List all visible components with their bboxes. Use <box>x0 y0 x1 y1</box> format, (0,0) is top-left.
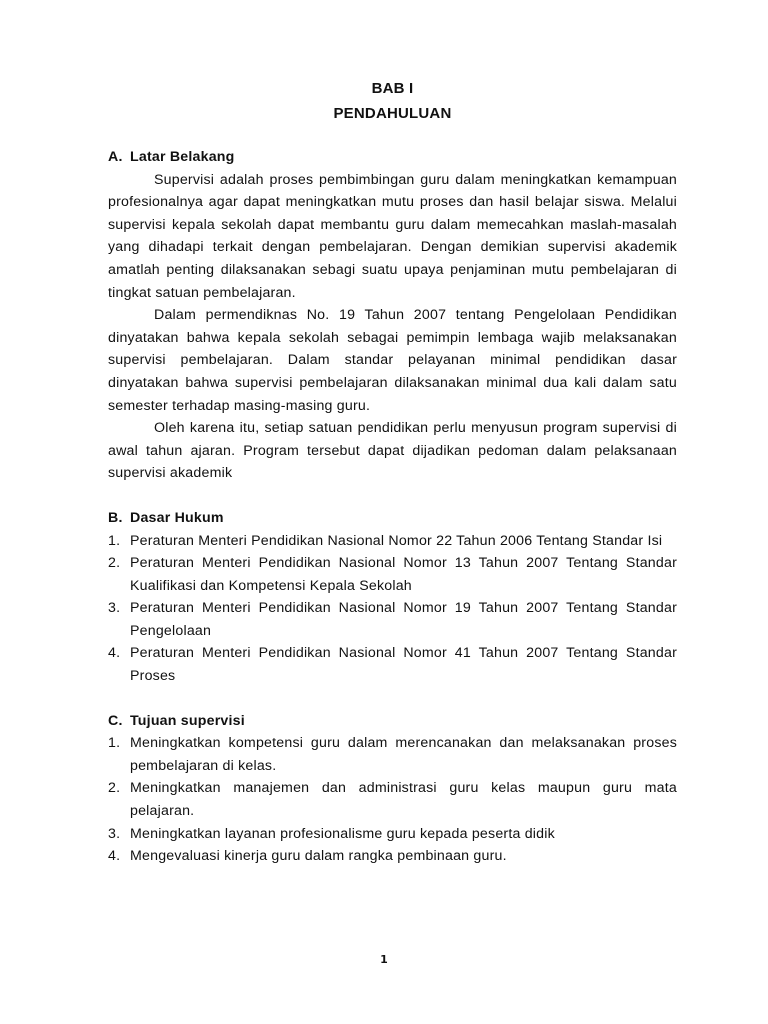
list-item-number: 4. <box>108 848 121 865</box>
list-item-text: Peraturan Menteri Pendidikan Nasional Nomor 41 Tahun 2007 Tentang Standar Proses <box>130 645 677 685</box>
objectives-list <box>108 732 677 868</box>
chapter-label: BAB I <box>371 80 414 97</box>
section-a-heading <box>108 146 677 169</box>
paragraph-2: Dalam permendiknas No. 19 Tahun 2007 tentang Pengelolaan Pendidikan dinyatakan bahwa kepala sekolah sebagai pemimpin lembaga wajib melaksanakan supervisi pembelajaran. Dalam standar pelayanan minimal pendidikan dasar dinyatakan bahwa supervisi pembelajaran dilaksanakan minimal dua kali dalam satu semester terhadap masing-masing guru. <box>108 307 677 414</box>
paragraph-1: Supervisi adalah proses pembimbingan guru dalam meningkatkan kemampuan profesionalnya agar dapat meningkatkan mutu proses dan hasil belajar siswa. Melalui supervisi kepala sekolah dapat membantu guru dalam memecahkan maslah-masalah yang dihadapi terkait dengan pembelajaran. Dengan demikian supervisi akademik amatlah penting dilaksanakan sebagi suatu upaya penjaminan mutu pembelajaran di tingkat satuan pembelajaran. <box>108 171 677 301</box>
page-number: 1 <box>380 953 388 966</box>
paragraph-3: Oleh karena itu, setiap satuan pendidikan perlu menyusun program supervisi di awal tahun ajaran. Program tersebut dapat dijadikan pedoman dalam pelaksanaan supervisi akademik <box>108 420 677 482</box>
section-a-title: Latar Belakang <box>130 149 235 165</box>
list-item-number: 2. <box>108 555 121 572</box>
list-item <box>108 845 677 868</box>
list-item <box>108 777 677 822</box>
list-item-text: Meningkatkan layanan profesionalisme guru kepada peserta didik <box>130 825 555 842</box>
document-page <box>108 76 677 868</box>
section-a-letter: A. <box>108 149 123 165</box>
list-item-text: Peraturan Menteri Pendidikan Nasional Nomor 13 Tahun 2007 Tentang Standar Kualifikasi dan Kompetensi Kepala Sekolah <box>130 555 677 594</box>
list-item <box>108 732 677 777</box>
section-c-title: Tujuan supervisi <box>130 712 245 729</box>
list-item-number: 3. <box>108 825 121 842</box>
list-item <box>108 823 677 846</box>
section-b-heading <box>108 507 677 530</box>
list-item <box>108 597 677 642</box>
legal-basis-list <box>108 530 677 688</box>
list-item-number: 1. <box>108 532 121 549</box>
section-gap <box>108 688 677 710</box>
section-b-title: Dasar Hukum <box>130 509 224 526</box>
list-item-text: Mengevaluasi kinerja guru dalam rangka pembinaan guru. <box>130 848 507 865</box>
chapter-title: PENDAHULUAN <box>333 105 452 122</box>
list-item-number: 2. <box>108 780 121 797</box>
list-item-text: Meningkatkan manajemen dan administrasi guru kelas maupun guru mata pelajaran. <box>130 780 677 820</box>
list-item-text: Meningkatkan kompetensi guru dalam merencanakan dan melaksanakan proses pembelajaran di kelas. <box>130 735 677 774</box>
list-item <box>108 552 677 597</box>
list-item-number: 4. <box>108 645 121 662</box>
section-gap <box>108 485 677 507</box>
list-item <box>108 530 677 553</box>
section-b-letter: B. <box>108 509 123 526</box>
list-item <box>108 642 677 687</box>
section-c-letter: C. <box>108 712 123 729</box>
list-item-text: Peraturan Menteri Pendidikan Nasional Nomor 19 Tahun 2007 Tentang Standar Pengelolaan <box>130 600 677 639</box>
list-item-number: 3. <box>108 600 121 617</box>
list-item-number: 1. <box>108 735 121 752</box>
list-item-text: Peraturan Menteri Pendidikan Nasional Nomor 22 Tahun 2006 Tentang Standar Isi <box>130 532 663 549</box>
section-c-heading <box>108 710 677 733</box>
